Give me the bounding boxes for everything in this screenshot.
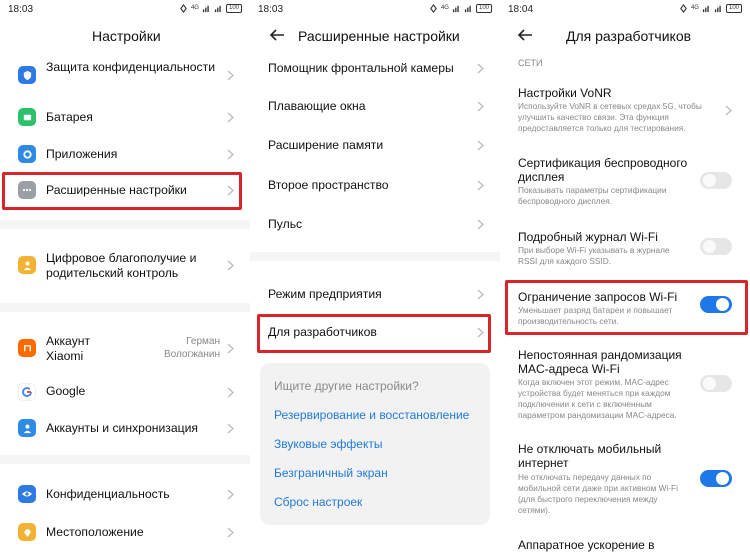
page-title: Для разработчиков <box>566 28 692 44</box>
battery-indicator: 100 <box>726 4 742 13</box>
signal-icon <box>202 4 211 13</box>
chevron-right-icon <box>227 527 234 538</box>
settings-item-label: Второе пространство <box>268 178 389 192</box>
settings-item-label: Приложения <box>46 147 118 161</box>
network-type: 4G <box>690 5 699 11</box>
vibrate-icon <box>429 4 438 13</box>
setting-title: Аппаратное ускорение в <box>518 538 655 552</box>
vibrate-icon <box>679 4 688 13</box>
section-divider <box>250 252 500 261</box>
setting-title: Ограничение запросов Wi-Fi <box>518 290 678 304</box>
chevron-right-icon <box>227 149 234 160</box>
settings-item-floating-windows[interactable] <box>250 96 500 118</box>
network-type: 4G <box>440 5 449 11</box>
setting-title: Настройки VoNR <box>518 86 612 100</box>
setting-title: Непостоянная рандомизация MAC-адреса Wi-Fi <box>518 348 682 376</box>
settings-item-label: Плавающие окна <box>268 99 366 113</box>
account-sync-icon <box>18 419 36 437</box>
settings-item-label: Помощник фронтальной камеры <box>268 61 454 75</box>
settings-item-label: Местоположение <box>46 525 144 539</box>
chevron-right-icon <box>227 260 234 271</box>
back-arrow-icon[interactable] <box>516 27 534 43</box>
settings-item-label: Режим предприятия <box>268 287 382 301</box>
section-divider <box>0 303 250 312</box>
settings-item-privacy-protection[interactable] <box>0 58 250 92</box>
setting-vonr[interactable] <box>500 84 750 140</box>
settings-item-advanced[interactable] <box>0 176 250 204</box>
back-arrow-icon[interactable] <box>268 27 286 43</box>
setting-title: Не отключать мобильный интернет <box>518 442 662 470</box>
settings-item-privacy[interactable] <box>0 480 250 508</box>
settings-item-xiaomi-account[interactable] <box>0 332 250 366</box>
signal-icon-2 <box>214 4 223 13</box>
settings-item-label: Google <box>46 384 86 398</box>
battery-indicator: 100 <box>226 4 242 13</box>
chevron-right-icon <box>725 105 732 116</box>
setting-description: Используйте VoNR в сетевых средах 5G, чтобы улучшить качество связи. Эта функция предоставляется только для тестирования. <box>518 101 702 133</box>
status-time: 18:03 <box>258 4 284 15</box>
setting-mac-randomization <box>500 348 750 428</box>
chevron-right-icon <box>477 101 484 112</box>
chevron-right-icon <box>477 289 484 300</box>
status-bar <box>500 0 750 22</box>
developer-options-screen <box>500 0 750 556</box>
status-time: 18:04 <box>508 4 534 15</box>
settings-item-pulse[interactable] <box>250 214 500 236</box>
settings-item-label: Батарея <box>46 110 93 124</box>
section-title-networks: СЕТИ <box>518 58 543 68</box>
network-type: 4G <box>190 5 199 11</box>
signal-icon <box>452 4 461 13</box>
shield-icon <box>18 66 36 84</box>
link-borderless-screen[interactable]: Безграничный экран <box>274 466 388 480</box>
toggle-switch[interactable] <box>700 470 732 487</box>
settings-item-second-space[interactable] <box>250 175 500 197</box>
settings-item-label: Аккаунты и синхронизация <box>46 421 199 435</box>
settings-item-digital-wellbeing[interactable] <box>0 248 250 284</box>
battery-icon <box>18 108 36 126</box>
signal-icon-2 <box>464 4 473 13</box>
setting-description: Не отключать передачу данных по мобильной сети даже при активном Wi-Fi (для быстрого переключения между сетями). <box>518 472 678 515</box>
signal-icon <box>702 4 711 13</box>
chevron-right-icon <box>477 140 484 151</box>
link-sound-effects[interactable]: Звуковые эффекты <box>274 437 383 451</box>
chevron-right-icon <box>477 63 484 74</box>
person-icon <box>18 256 36 274</box>
chevron-right-icon <box>227 423 234 434</box>
section-divider <box>0 220 250 229</box>
vibrate-icon <box>179 4 188 13</box>
setting-title: Подробный журнал Wi-Fi <box>518 230 658 244</box>
location-pin-icon <box>18 523 36 541</box>
settings-item-developer-options[interactable] <box>250 322 500 344</box>
advanced-settings-screen <box>250 0 500 556</box>
toggle-switch[interactable] <box>700 238 732 255</box>
settings-item-accounts-sync[interactable] <box>0 414 250 442</box>
status-bar <box>0 0 250 22</box>
chevron-right-icon <box>477 180 484 191</box>
link-backup-restore[interactable]: Резервирование и восстановление <box>274 408 470 422</box>
related-settings-hint: Ищите другие настройки? <box>274 379 419 393</box>
settings-item-label: Для разработчиков <box>268 325 377 339</box>
setting-wifi-scan-throttling <box>500 288 750 328</box>
settings-item-memory-extension[interactable] <box>250 135 500 157</box>
settings-item-label: Защита конфиденциальности <box>46 60 216 74</box>
account-name: Герман Вологжанин <box>163 336 220 360</box>
settings-main-screen <box>0 0 250 556</box>
chevron-right-icon <box>227 489 234 500</box>
toggle-switch[interactable] <box>700 172 732 189</box>
setting-description: Когда включен этот режим, MAC-адрес устройства будет меняться при каждом подключении к сети с включенным параметром рандомизации MAC-адреса. <box>518 377 677 420</box>
setting-hardware-acceleration[interactable] <box>500 536 750 556</box>
google-logo-icon <box>18 383 36 401</box>
eye-icon <box>18 485 36 503</box>
settings-item-label: Пульс <box>268 217 303 231</box>
page-title: Расширенные настройки <box>298 28 460 44</box>
settings-item-label: Расширение памяти <box>268 138 384 152</box>
status-bar <box>250 0 500 22</box>
chevron-right-icon <box>227 112 234 123</box>
section-divider <box>0 455 250 464</box>
chevron-right-icon <box>477 327 484 338</box>
page-title: Настройки <box>92 28 161 44</box>
settings-item-battery[interactable] <box>0 103 250 131</box>
settings-item-label: Аккаунт Xiaomi <box>46 334 91 363</box>
xiaomi-logo-icon <box>18 339 36 357</box>
settings-item-google[interactable] <box>0 378 250 406</box>
setting-title: Сертификация беспроводного дисплея <box>518 156 688 184</box>
toggle-switch[interactable] <box>700 375 732 392</box>
signal-icon-2 <box>714 4 723 13</box>
setting-description: При выборе Wi-Fi указывать в журнале RSSI для каждого SSID. <box>518 245 670 266</box>
settings-item-label: Расширенные настройки <box>46 183 187 197</box>
setting-wireless-display-certification <box>500 154 750 210</box>
settings-item-location[interactable] <box>0 518 250 546</box>
setting-mobile-data-always-on <box>500 442 750 522</box>
more-dots-icon <box>18 181 36 199</box>
battery-indicator: 100 <box>476 4 492 13</box>
status-time: 18:03 <box>8 4 34 15</box>
settings-item-enterprise-mode[interactable] <box>250 284 500 306</box>
settings-item-label: Цифровое благополучие и родительский контроль <box>46 251 197 280</box>
chevron-right-icon <box>227 343 234 354</box>
gear-icon <box>18 145 36 163</box>
settings-item-label: Конфиденциальность <box>46 487 170 501</box>
settings-item-apps[interactable] <box>0 140 250 168</box>
chevron-right-icon <box>477 219 484 230</box>
chevron-right-icon <box>227 185 234 196</box>
toggle-switch[interactable] <box>700 296 732 313</box>
chevron-right-icon <box>227 70 234 81</box>
setting-description: Показывать параметры сертификации беспроводного дисплея. <box>518 185 667 206</box>
setting-verbose-wifi-logging <box>500 228 750 272</box>
chevron-right-icon <box>227 387 234 398</box>
setting-description: Уменьшает разряд батареи и повышает производительность сети. <box>518 305 673 326</box>
settings-item-front-camera-assistant[interactable] <box>250 58 500 80</box>
link-factory-reset[interactable]: Сброс настроек <box>274 495 363 509</box>
related-settings-card <box>260 363 490 525</box>
